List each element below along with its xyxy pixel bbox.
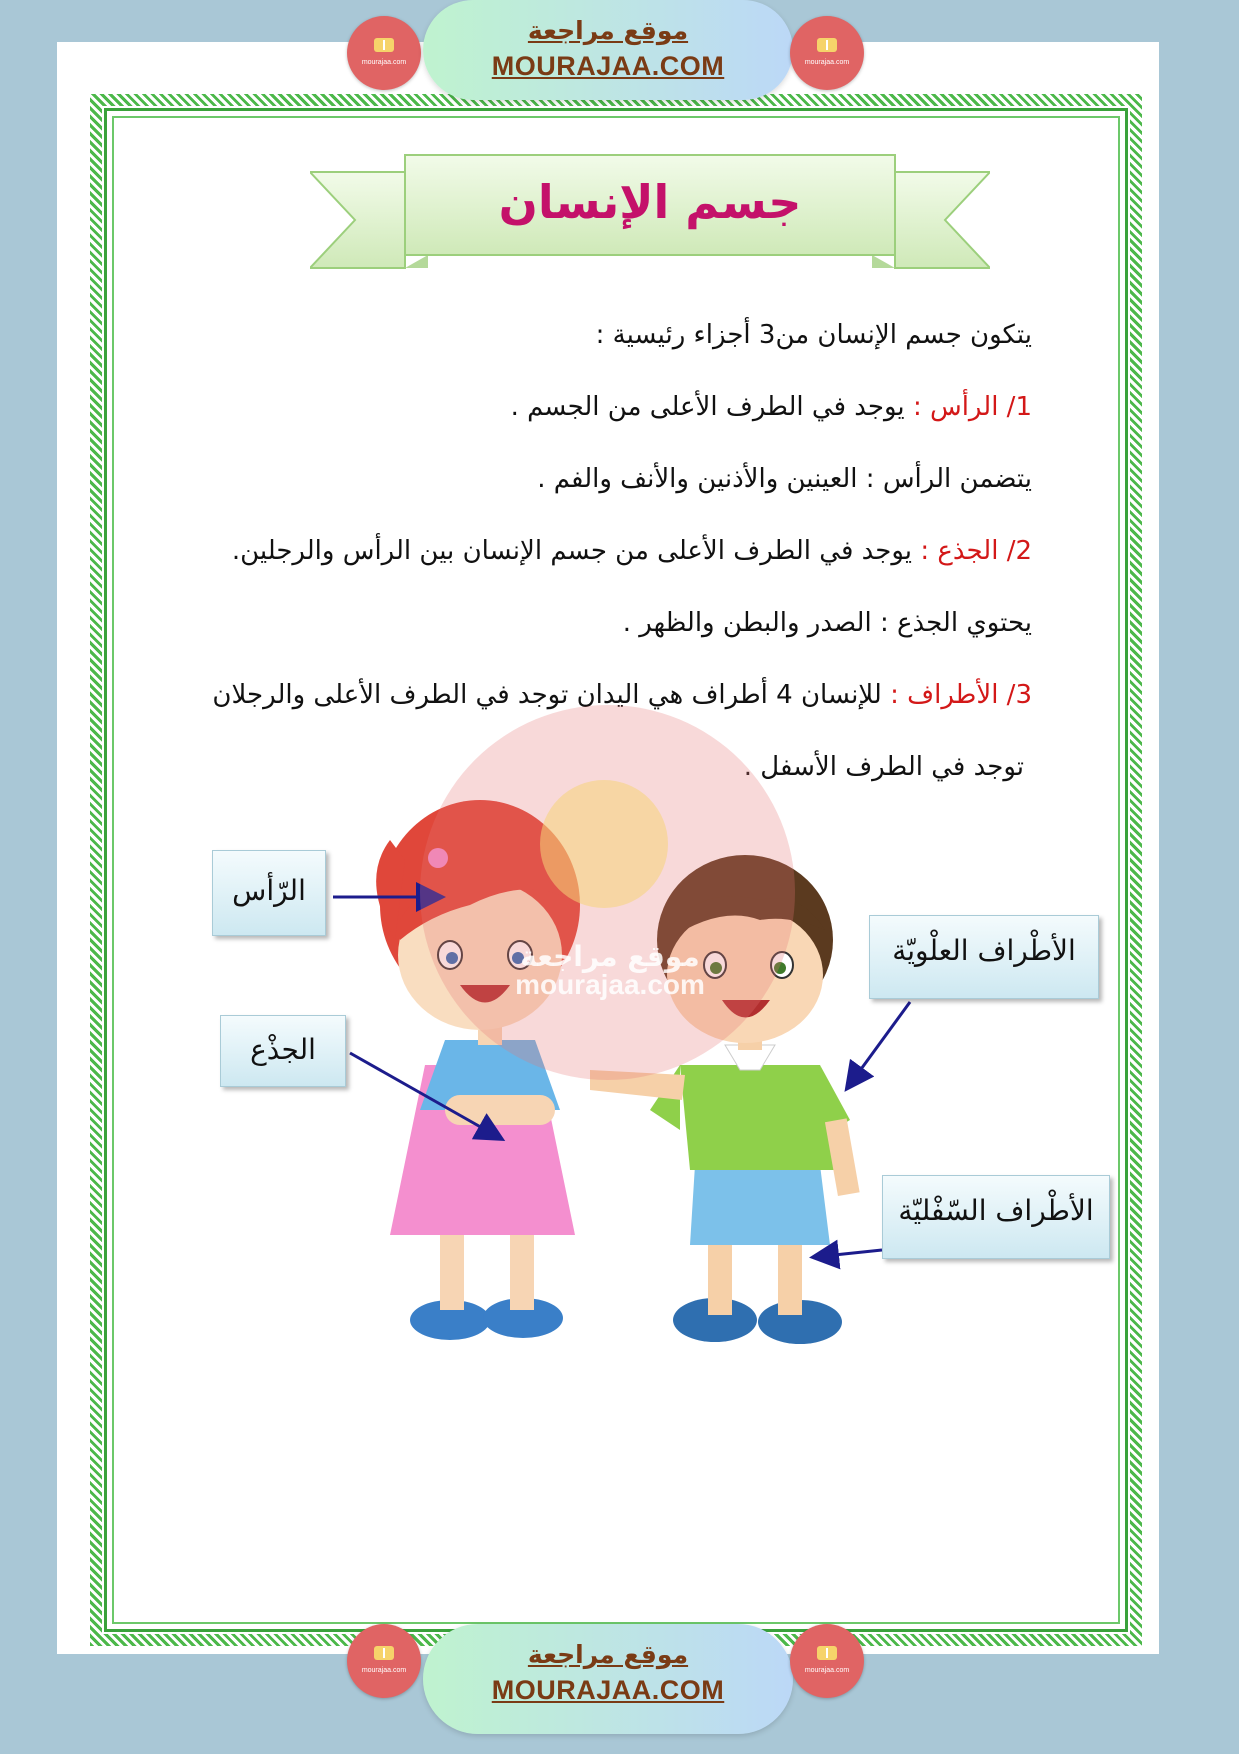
site-domain: MOURAJAA.COM (491, 51, 725, 81)
site-arabic-name: موقع مراجعة (527, 16, 689, 45)
text-line: 2/ الجذع : يوجد في الطرف الأعلى من جسم الإنسان بين الرأس والرجلين. (231, 536, 1032, 566)
site-badge-icon: mourajaa.com (790, 16, 864, 90)
text-line: يتكون جسم الإنسان من3 أجزاء رئيسية : (595, 320, 1032, 350)
site-domain: MOURAJAA.COM (491, 1675, 725, 1705)
watermark-book-icon (540, 780, 668, 908)
site-badge-icon: mourajaa.com (347, 1624, 421, 1698)
upper-limbs-arrow (848, 1002, 910, 1087)
label-lower-limbs: الأطْراف السّفْليّة (882, 1175, 1110, 1259)
text-line: 3/ الأطراف : للإنسان 4 أطراف هي اليدان توجد في الطرف الأعلى والرجلان (212, 680, 1032, 710)
lower-limbs-arrow (815, 1250, 882, 1257)
label-trunk: الجذْع (220, 1015, 346, 1087)
text-line: يحتوي الجذع : الصدر والبطن والظهر . (622, 608, 1032, 638)
site-arabic-name: موقع مراجعة (527, 1640, 689, 1669)
site-badge-icon: mourajaa.com (790, 1624, 864, 1698)
label-upper-limbs: الأطْراف العلْويّة (869, 915, 1099, 999)
text-line: 1/ الرأس : يوجد في الطرف الأعلى من الجسم . (510, 392, 1032, 422)
text-line: توجد في الطرف الأسفل . (743, 752, 1024, 782)
text-line: يتضمن الرأس : العينين والأذنين والأنف والفم . (537, 464, 1032, 494)
site-badge-icon: mourajaa.com (347, 16, 421, 90)
page-title: جسم الإنسان (498, 175, 802, 229)
watermark-text: موقع مراجعة mourajaa.com (515, 940, 705, 1000)
label-head: الرّأس (212, 850, 326, 936)
